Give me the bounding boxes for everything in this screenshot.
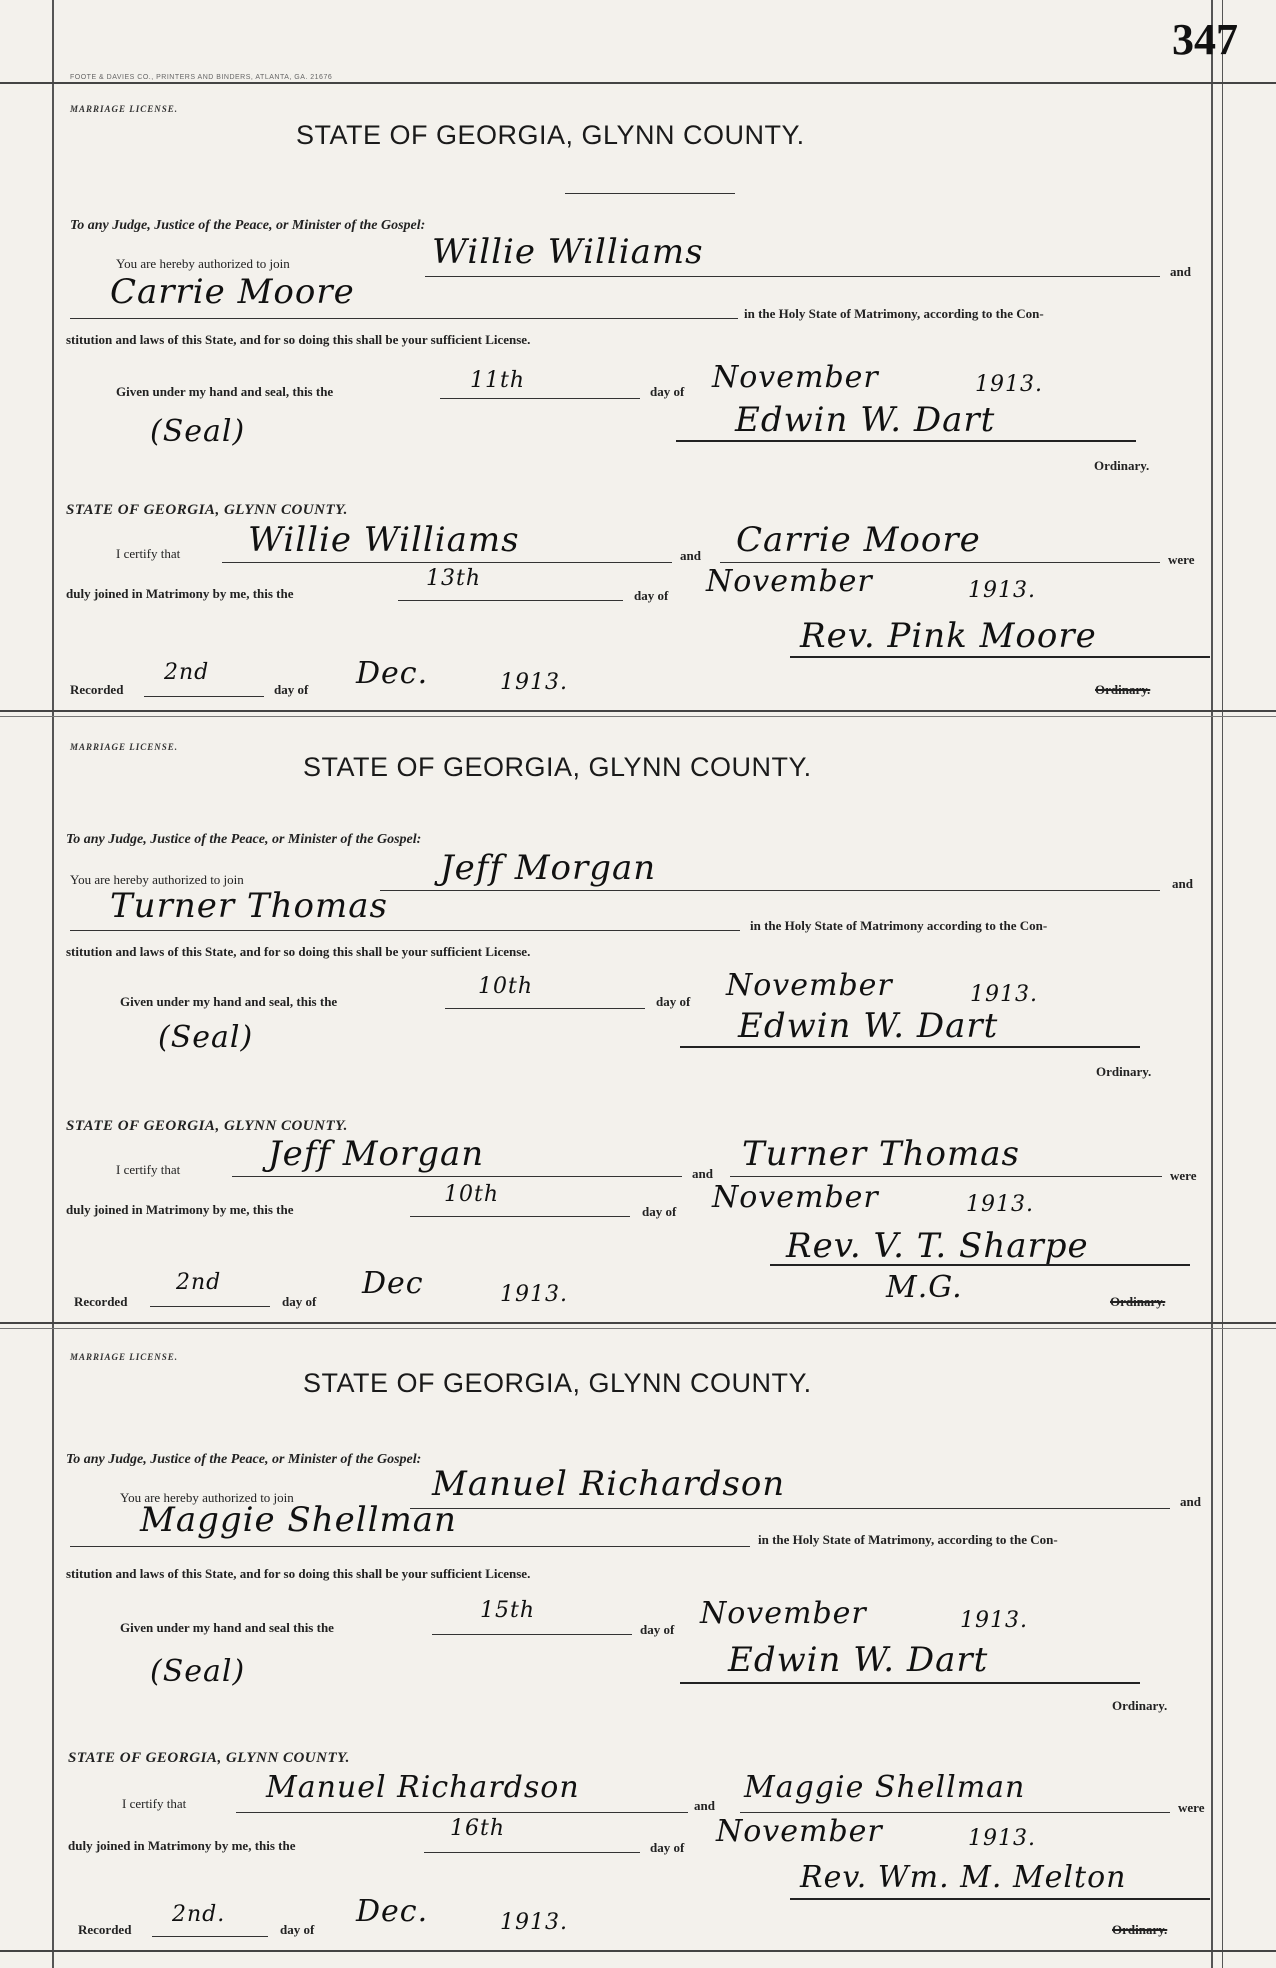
authorized-text: You are hereby authorized to join [116,256,290,271]
cert-groom-line [222,562,672,563]
certify-text: I certify that [116,546,181,561]
given-day-line [445,1008,645,1009]
cert-head: STATE OF GEORGIA, GLYNN COUNTY. [68,1750,350,1766]
given-text: Given under my hand and seal this the [120,1620,334,1635]
constitution-text: stitution and laws of this State, and for so doing this shall be your sufficient License. [66,944,531,959]
groom-line [425,276,1160,277]
license-tag: MARRIAGE LICENSE. [70,1352,179,1362]
signature-line [680,1682,1140,1684]
given-day-line [440,398,640,399]
cert-groom-line [232,1176,682,1177]
given-month: November [700,1596,867,1631]
joined-text: duly joined in Matrimony by me, this the [66,586,294,601]
record-title: STATE OF GEORGIA, GLYNN COUNTY. [303,1368,812,1398]
bride-line [70,318,738,319]
matrimony-text: in the Holy State of Matrimony, according to the Con- [744,306,1044,321]
certify-text: I certify that [122,1796,187,1811]
cert-and: and [694,1798,715,1813]
record-divider-2b [0,1328,1276,1329]
and-word: and [1180,1494,1201,1509]
bride-line [70,930,740,931]
bride-line [70,1546,750,1547]
recorded-label: Recorded [78,1922,132,1937]
recorded-label: Recorded [74,1294,128,1309]
given-text: Given under my hand and seal, this the [120,994,338,1009]
recorded-day-of: day of [280,1922,315,1937]
printer-line: FOOTE & DAVIES CO., PRINTERS AND BINDERS, ATLANTA, GA. 21676 [70,74,333,81]
cert-bride: Carrie Moore [736,520,981,560]
license-tag: MARRIAGE LICENSE. [70,104,179,114]
given-year: 1913. [975,372,1043,397]
groom-name: Willie Williams [432,232,704,272]
bride-name: Carrie Moore [110,272,355,312]
officiant-line [770,1264,1190,1266]
ordinary-label: Ordinary. [1112,1698,1168,1713]
cert-groom: Jeff Morgan [268,1134,485,1174]
given-year: 1913. [960,1608,1028,1633]
record-divider-2 [0,1322,1276,1324]
joined-day-of: day of [642,1204,677,1219]
recorded-day-line [150,1306,270,1307]
joined-day-of: day of [634,588,669,603]
page-number: 347 [1172,15,1238,64]
and-word: and [1170,264,1191,279]
recorded-day-of: day of [282,1294,317,1309]
given-year: 1913. [970,982,1038,1007]
cert-groom-line [236,1812,688,1813]
cert-bride-line [740,1812,1170,1813]
left-margin-rule [52,0,54,1968]
day-of: day of [640,1622,675,1637]
joined-day-line [424,1852,640,1853]
ordinary-label: Ordinary. [1094,458,1150,473]
officiant: Rev. V. T. Sharpe [786,1226,1089,1266]
joined-day: 16th [450,1816,506,1841]
bottom-rule [0,1950,1276,1952]
cert-groom: Willie Williams [248,520,520,560]
record-title: STATE OF GEORGIA, GLYNN COUNTY. [303,752,812,782]
joined-day-line [398,600,623,601]
recorded-day-line [152,1936,268,1937]
officiant: Rev. Wm. M. Melton [800,1860,1127,1895]
officiant-line [790,1898,1210,1900]
recorded-ordinary: Ordinary. [1112,1922,1168,1937]
title-underline [565,193,735,194]
given-month: November [712,360,879,395]
were: were [1168,552,1195,567]
recorded-day-of: day of [274,682,309,697]
were: were [1178,1800,1205,1815]
authorized-text: You are hereby authorized to join [120,1490,294,1505]
record-divider-1b [0,716,1276,717]
recorded-ordinary: Ordinary. [1110,1294,1166,1309]
recorded-year: 1913. [500,1910,568,1935]
joined-text: duly joined in Matrimony by me, this the [66,1202,294,1217]
seal: (Seal) [158,1020,254,1055]
seal: (Seal) [150,414,246,449]
given-day: 15th [480,1598,536,1623]
cert-head: STATE OF GEORGIA, GLYNN COUNTY. [66,502,348,518]
were: were [1170,1168,1197,1183]
given-day: 11th [470,368,526,393]
ordinary-signature: Edwin W. Dart [738,1006,999,1046]
bride-name: Maggie Shellman [140,1500,457,1540]
matrimony-text: in the Holy State of Matrimony according to the Con- [750,918,1048,933]
joined-day: 13th [426,566,482,591]
constitution-text: stitution and laws of this State, and for so doing this shall be your sufficient License. [66,332,531,347]
addressee: To any Judge, Justice of the Peace, or Minister of the Gospel: [70,218,426,233]
cert-head: STATE OF GEORGIA, GLYNN COUNTY. [66,1118,348,1134]
recorded-year: 1913. [500,670,568,695]
groom-line [410,1508,1170,1509]
record-divider-1 [0,710,1276,712]
day-of: day of [650,384,685,399]
given-text: Given under my hand and seal, this the [116,384,334,399]
recorded-day: 2nd [164,660,210,685]
groom-line [380,890,1160,891]
joined-year: 1913. [968,578,1036,603]
constitution-text: stitution and laws of this State, and for so doing this shall be your sufficient License. [66,1566,531,1581]
ordinary-label: Ordinary. [1096,1064,1152,1079]
cert-and: and [692,1166,713,1181]
given-day-line [432,1634,632,1635]
joined-day-of: day of [650,1840,685,1855]
recorded-label: Recorded [70,682,124,697]
signature-line [676,440,1136,442]
joined-month: November [706,564,873,599]
license-tag: MARRIAGE LICENSE. [70,742,179,752]
recorded-day-line [144,696,264,697]
recorded-month: Dec. [356,656,429,691]
ordinary-signature: Edwin W. Dart [735,400,996,440]
seal: (Seal) [150,1654,246,1689]
given-month: November [726,968,893,1003]
recorded-month: Dec [362,1266,424,1301]
joined-day: 10th [444,1182,500,1207]
matrimony-text: in the Holy State of Matrimony, according to the Con- [758,1532,1058,1547]
recorded-month: Dec. [356,1894,429,1929]
addressee: To any Judge, Justice of the Peace, or Minister of the Gospel: [66,1452,422,1467]
cert-bride-line [720,562,1160,563]
top-rule [0,82,1276,84]
groom-name: Jeff Morgan [440,848,657,888]
joined-text: duly joined in Matrimony by me, this the [68,1838,296,1853]
right-margin-rule [1211,0,1213,1968]
given-day: 10th [478,974,534,999]
joined-month: November [716,1814,883,1849]
groom-name: Manuel Richardson [432,1464,786,1504]
officiant: Rev. Pink Moore [800,616,1097,656]
joined-day-line [410,1216,630,1217]
recorded-day: 2nd. [172,1902,226,1927]
joined-year: 1913. [968,1826,1036,1851]
recorded-year: 1913. [500,1282,568,1307]
bride-name: Turner Thomas [110,886,388,926]
ordinary-signature: Edwin W. Dart [728,1640,989,1680]
addressee: To any Judge, Justice of the Peace, or Minister of the Gospel: [66,832,422,847]
signature-line [680,1046,1140,1048]
day-of: day of [656,994,691,1009]
joined-month: November [712,1180,879,1215]
recorded-day: 2nd [176,1270,222,1295]
and-word: and [1172,876,1193,891]
certify-text: I certify that [116,1162,181,1177]
recorded-ordinary: Ordinary. [1095,682,1151,697]
joined-year: 1913. [966,1192,1034,1217]
right-margin-rule-inner [1222,0,1223,1968]
cert-bride: Maggie Shellman [744,1770,1026,1805]
cert-and: and [680,548,701,563]
cert-bride-line [730,1176,1162,1177]
cert-groom: Manuel Richardson [266,1770,580,1805]
authorized-text: You are hereby authorized to join [70,872,244,887]
officiant-extra: M.G. [886,1270,963,1305]
officiant-line [790,656,1210,658]
record-title: STATE OF GEORGIA, GLYNN COUNTY. [296,120,805,150]
cert-bride: Turner Thomas [742,1134,1020,1174]
